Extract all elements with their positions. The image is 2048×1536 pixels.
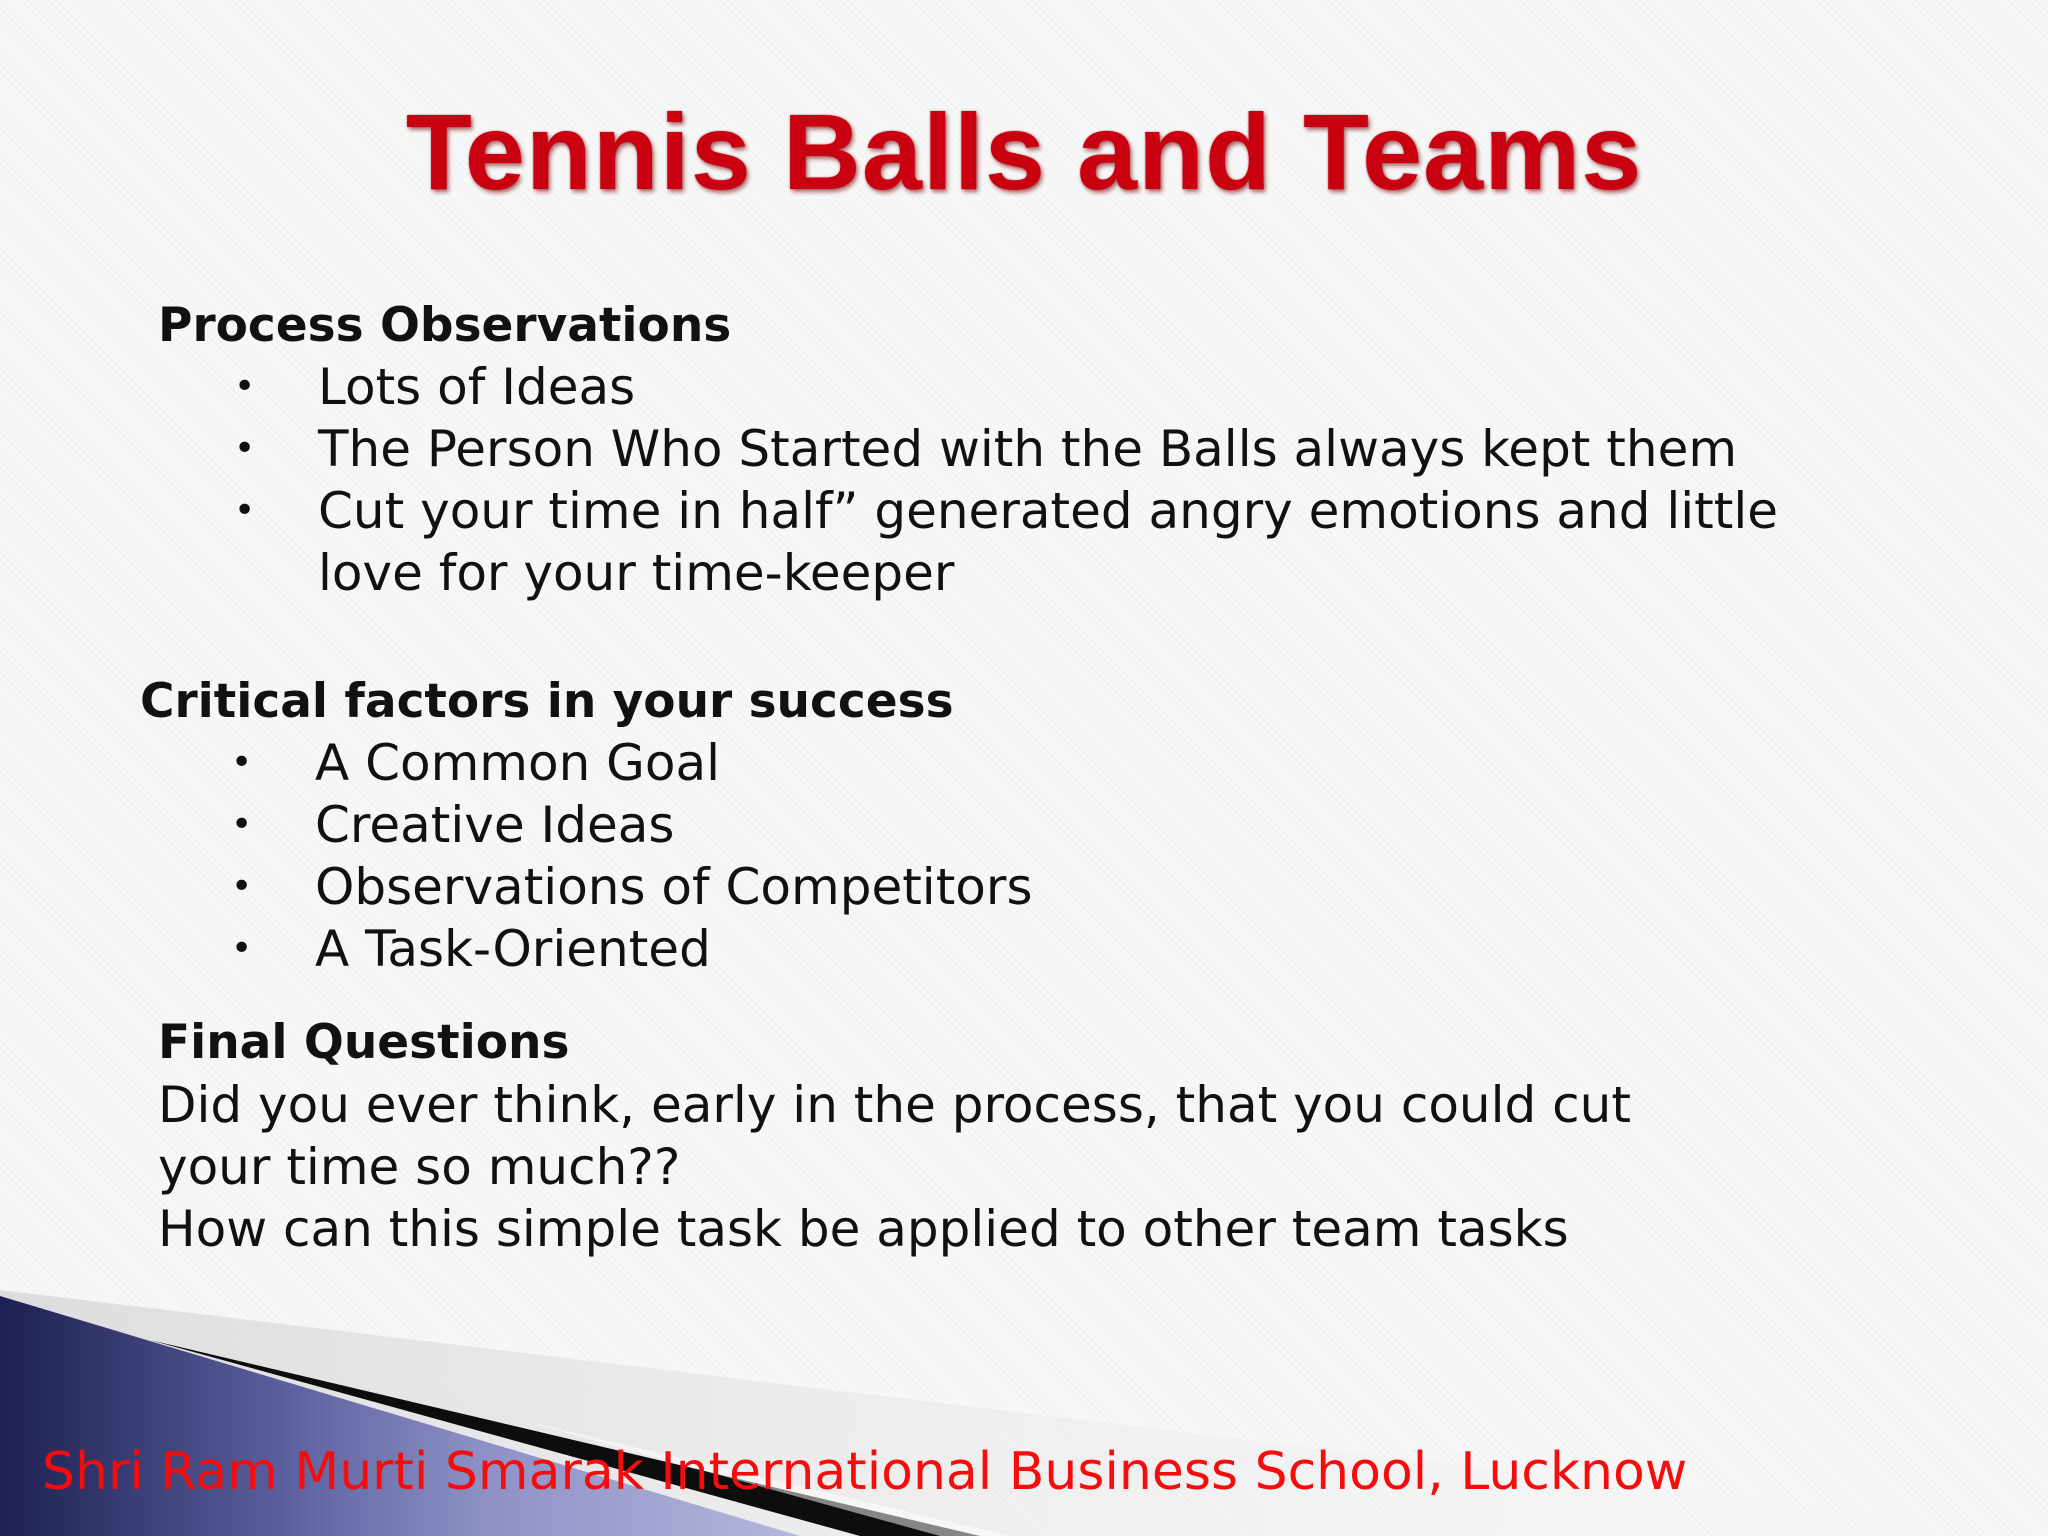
list-item-text: A Task-Oriented	[315, 920, 711, 978]
bullet-icon: •	[234, 490, 256, 531]
list-item-text: The Person Who Started with the Balls always kept them	[318, 420, 1738, 478]
list-item-text: Observations of Competitors	[315, 858, 1033, 916]
list-item	[234, 356, 1794, 418]
list-item-text: Creative Ideas	[315, 796, 675, 854]
list-item	[234, 480, 1794, 604]
list-item	[231, 794, 1791, 856]
final-question-2: How can this simple task be applied to other team tasks	[158, 1200, 1569, 1258]
list-item	[231, 918, 1791, 980]
final-question-1: Did you ever think, early in the process, that you could cut your time so much??	[158, 1076, 1631, 1196]
list-item	[231, 732, 1791, 794]
bullet-icon: •	[231, 928, 253, 969]
bullet-icon: •	[231, 866, 253, 907]
bullet-icon: •	[234, 428, 256, 469]
list-item-text: Cut your time in half” generated angry emotions and little love for your time-keeper	[318, 482, 1779, 602]
final-questions-heading: Final Questions	[158, 1015, 570, 1070]
critical-factors-heading: Critical factors in your success	[140, 674, 954, 729]
bullet-icon: •	[231, 742, 253, 783]
slide-title: Tennis Balls and Teams	[405, 91, 1643, 212]
list-item	[234, 418, 1794, 480]
bullet-icon: •	[231, 804, 253, 845]
critical-factors-list	[231, 732, 1791, 980]
footer-school-name: Shri Ram Murti Smarak International Business School, Lucknow	[42, 1442, 1688, 1502]
list-item-text: A Common Goal	[315, 734, 721, 792]
process-observations-list	[234, 356, 1794, 604]
process-observations-heading: Process Observations	[158, 298, 732, 353]
bullet-icon: •	[234, 366, 256, 407]
list-item-text: Lots of Ideas	[318, 358, 636, 416]
list-item	[231, 856, 1791, 918]
